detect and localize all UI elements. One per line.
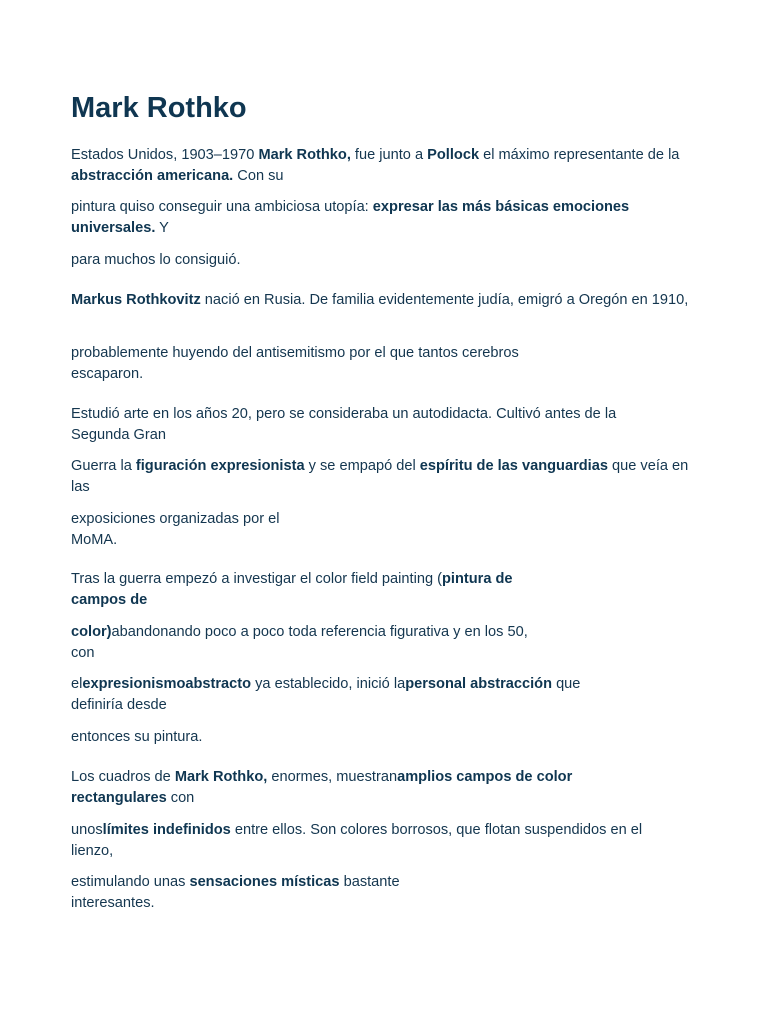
text: nació en Rusia. De familia evidentemente judía, emigró a Oregón en 1910, (200, 292, 689, 308)
paragraph (71, 197, 691, 239)
text: abandonando poco a poco toda referencia figurativa y en los 50, con (71, 624, 528, 661)
paragraph (71, 250, 691, 271)
text: que definiría desde (71, 676, 581, 713)
bold-text: figuración expresionista (135, 458, 305, 474)
paragraph (71, 820, 661, 862)
text: para muchos lo consiguió. (71, 252, 241, 268)
text: entonces su pintura. (71, 729, 203, 745)
bold-text: Pollock (427, 147, 480, 163)
text: entre ellos. Son colores borrosos, que flotan suspendidos en el lienzo, (71, 822, 643, 859)
bold-text: amplios campos de color rectangulares (71, 769, 573, 806)
paragraph (71, 727, 611, 748)
paragraph (71, 872, 431, 914)
text: Guerra la (71, 458, 136, 474)
paragraph (71, 509, 301, 551)
text: estimulando unas (71, 874, 190, 890)
paragraph (71, 569, 541, 611)
bold-text: límites indefinidos (102, 822, 231, 838)
bold-text: abstracción americana. (71, 168, 234, 184)
text: el máximo representante de la (479, 147, 680, 163)
text: fue junto a (350, 147, 428, 163)
bold-text: Mark Rothko, (174, 769, 268, 785)
paragraph (71, 404, 661, 446)
paragraph (71, 767, 611, 809)
paragraph (71, 622, 541, 664)
text: Estados Unidos, 1903–1970 (71, 147, 259, 163)
paragraph (71, 290, 691, 311)
text: enormes, muestran (267, 769, 398, 785)
bold-text: expresionismoabstracto (82, 676, 252, 692)
text: Y (155, 220, 169, 236)
paragraph (71, 145, 691, 187)
text: probablemente huyendo del antisemitismo por el que tantos cerebros escaparon. (71, 345, 519, 382)
text: y se empapó del (304, 458, 420, 474)
text: el (71, 676, 83, 692)
text: que veía en las (71, 458, 689, 495)
text: Estudió arte en los años 20, pero se consideraba un autodidacta. Cultivó antes de la Segunda Gran (71, 406, 617, 443)
text: exposiciones organizadas por el MoMA. (71, 511, 280, 548)
text: Tras la guerra empezó a investigar el color field painting ( (71, 571, 442, 587)
text: ya establecido, inició la (251, 676, 406, 692)
bold-text: Mark Rothko, (258, 147, 351, 163)
paragraph (71, 674, 611, 716)
bold-text: pintura de campos de (71, 571, 513, 608)
bold-text: color) (71, 624, 112, 640)
text: con (166, 790, 195, 806)
text: Los cuadros de (71, 769, 175, 785)
text: Con su (233, 168, 284, 184)
text: bastante interesantes. (71, 874, 400, 911)
page-title: Mark Rothko (71, 92, 247, 124)
bold-text: Markus Rothkovitz (71, 292, 201, 308)
bold-text: expresar las más básicas emociones universales. (71, 199, 630, 236)
text: unos (71, 822, 103, 838)
bold-text: sensaciones místicas (189, 874, 340, 890)
bold-text: personal abstracción (405, 676, 553, 692)
paragraph (71, 343, 541, 385)
paragraph (71, 456, 691, 498)
text: pintura quiso conseguir una ambiciosa utopía: (71, 199, 373, 215)
bold-text: espíritu de las vanguardias (419, 458, 608, 474)
